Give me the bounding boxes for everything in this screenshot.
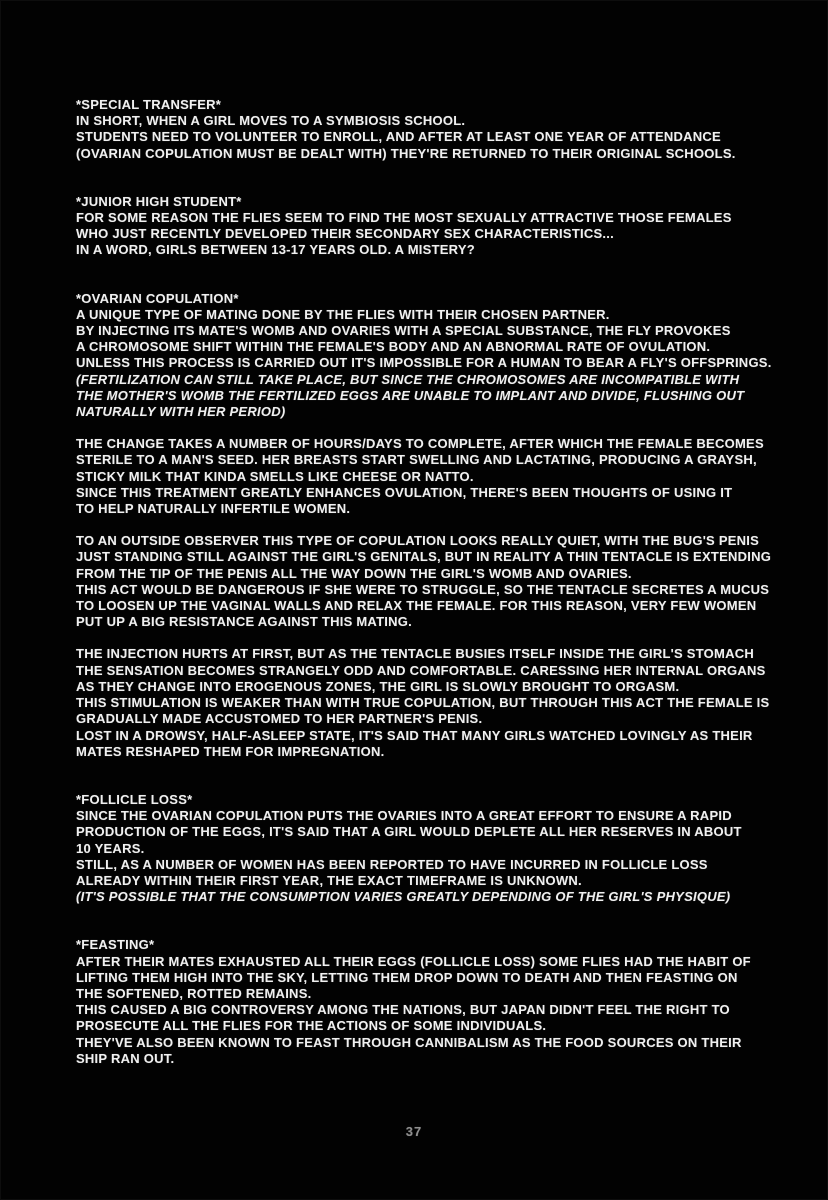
section-feasting xyxy=(76,937,788,1067)
text-line: PROSECUTE ALL THE FLIES FOR THE ACTIONS OF SOME INDIVIDUALS. xyxy=(76,1018,547,1034)
text-line: LIFTING THEM HIGH INTO THE SKY, LETTING THEM DROP DOWN TO DEATH AND THEN FEASTING ON xyxy=(76,969,738,985)
paragraph xyxy=(76,808,788,905)
text-line: LOST IN A DROWSY, HALF-ASLEEP STATE, IT'S SAID THAT MANY GIRLS WATCHED LOVINGLY AS THEIR xyxy=(76,727,753,743)
text-line: NATURALLY WITH HER PERIOD) xyxy=(76,404,286,420)
section-follicle-loss xyxy=(76,792,788,905)
section-junior-high-student xyxy=(76,194,788,259)
section-ovarian-copulation xyxy=(76,291,788,760)
text-line: SHIP RAN OUT. xyxy=(76,1050,175,1066)
section-heading: *SPECIAL TRANSFER* xyxy=(76,97,222,112)
text-line: UNLESS THIS PROCESS IS CARRIED OUT IT'S IMPOSSIBLE FOR A HUMAN TO BEAR A FLY'S OFFSPRINGS. xyxy=(76,355,772,371)
text-line: 10 YEARS. xyxy=(76,840,145,856)
paragraph xyxy=(76,954,788,1067)
text-line: (OVARIAN COPULATION MUST BE DEALT WITH) THEY'RE RETURNED TO THEIR ORIGINAL SCHOOLS. xyxy=(76,145,736,161)
text-line: THIS STIMULATION IS WEAKER THAN WITH TRUE COPULATION, BUT THROUGH THIS ACT THE FEMALE IS xyxy=(76,695,770,711)
text-line: (IT'S POSSIBLE THAT THE CONSUMPTION VARIES GREATLY DEPENDING OF THE GIRL'S PHYSIQUE) xyxy=(76,889,731,905)
text-line: (FERTILIZATION CAN STILL TAKE PLACE, BUT SINCE THE CHROMOSOMES ARE INCOMPATIBLE WITH xyxy=(76,371,740,387)
text-line: IN A WORD, GIRLS BETWEEN 13-17 YEARS OLD. A MISTERY? xyxy=(76,242,475,258)
paragraph xyxy=(76,533,788,630)
text-line: THEY'VE ALSO BEEN KNOWN TO FEAST THROUGH CANNIBALISM AS THE FOOD SOURCES ON THEIR xyxy=(76,1034,742,1050)
text-line: PUT UP A BIG RESISTANCE AGAINST THIS MATING. xyxy=(76,614,413,630)
text-line: THE CHANGE TAKES A NUMBER OF HOURS/DAYS TO COMPLETE, AFTER WHICH THE FEMALE BECOMES xyxy=(76,436,764,452)
text-line: THE INJECTION HURTS AT FIRST, BUT AS THE TENTACLE BUSIES ITSELF INSIDE THE GIRL'S STOMACH xyxy=(76,646,755,662)
text-line: GRADUALLY MADE ACCUSTOMED TO HER PARTNER'S PENIS. xyxy=(76,711,483,727)
text-line: TO HELP NATURALLY INFERTILE WOMEN. xyxy=(76,501,351,517)
text-line: SINCE THE OVARIAN COPULATION PUTS THE OVARIES INTO A GREAT EFFORT TO ENSURE A RAPID xyxy=(76,808,732,824)
text-line: TO LOOSEN UP THE VAGINAL WALLS AND RELAX THE FEMALE. FOR THIS REASON, VERY FEW WOMEN xyxy=(76,598,757,614)
paragraph xyxy=(76,646,788,759)
text-line: A UNIQUE TYPE OF MATING DONE BY THE FLIES WITH THEIR CHOSEN PARTNER. xyxy=(76,306,610,322)
text-line: A CHROMOSOME SHIFT WITHIN THE FEMALE'S BODY AND AN ABNORMAL RATE OF OVULATION. xyxy=(76,339,711,355)
text-line: STILL, AS A NUMBER OF WOMEN HAS BEEN REPORTED TO HAVE INCURRED IN FOLLICLE LOSS xyxy=(76,856,708,872)
section-heading: *JUNIOR HIGH STUDENT* xyxy=(76,193,242,209)
text-line: THIS CAUSED A BIG CONTROVERSY AMONG THE NATIONS, BUT JAPAN DIDN'T FEEL THE RIGHT TO xyxy=(76,1002,730,1018)
text-line: THE SENSATION BECOMES STRANGELY ODD AND COMFORTABLE. CARESSING HER INTERNAL ORGANS xyxy=(76,662,766,678)
text-line: WHO JUST RECENTLY DEVELOPED THEIR SECONDARY SEX CHARACTERISTICS... xyxy=(76,226,615,242)
paragraph xyxy=(76,210,788,259)
paragraph xyxy=(76,113,788,162)
text-line: STERILE TO A MAN'S SEED. HER BREASTS START SWELLING AND LACTATING, PRODUCING A GRAYSH, xyxy=(76,452,757,468)
text-line: STICKY MILK THAT KINDA SMELLS LIKE CHEESE OR NATTO. xyxy=(76,468,474,484)
text-line: IN SHORT, WHEN A GIRL MOVES TO A SYMBIOSIS SCHOOL. xyxy=(76,113,466,129)
section-heading: *FOLLICLE LOSS* xyxy=(76,791,193,807)
text-line: BY INJECTING ITS MATE'S WOMB AND OVARIES WITH A SPECIAL SUBSTANCE, THE FLY PROVOKES xyxy=(76,323,731,339)
section-heading: *OVARIAN COPULATION* xyxy=(76,290,239,306)
paragraph xyxy=(76,307,788,420)
text-line: THIS ACT WOULD BE DANGEROUS IF SHE WERE TO STRUGGLE, SO THE TENTACLE SECRETES A MUCUS xyxy=(76,581,770,597)
text-line: TO AN OUTSIDE OBSERVER THIS TYPE OF COPULATION LOOKS REALLY QUIET, WITH THE BUG'S PENIS xyxy=(76,533,760,549)
page-body xyxy=(76,97,788,1099)
text-line: MATES RESHAPED THEM FOR IMPREGNATION. xyxy=(76,743,385,759)
text-line: STUDENTS NEED TO VOLUNTEER TO ENROLL, AND AFTER AT LEAST ONE YEAR OF ATTENDANCE xyxy=(76,129,721,145)
text-line: PRODUCTION OF THE EGGS, IT'S SAID THAT A GIRL WOULD DEPLETE ALL HER RESERVES IN ABOUT xyxy=(76,824,742,840)
text-line: THE MOTHER'S WOMB THE FERTILIZED EGGS ARE UNABLE TO IMPLANT AND DIVIDE, FLUSHING OUT xyxy=(76,387,745,403)
text-line: SINCE THIS TREATMENT GREATLY ENHANCES OVULATION, THERE'S BEEN THOUGHTS OF USING IT xyxy=(76,484,733,500)
text-line: AS THEY CHANGE INTO EROGENOUS ZONES, THE GIRL IS SLOWLY BROUGHT TO ORGASM. xyxy=(76,678,680,694)
section-heading: *FEASTING* xyxy=(76,937,155,953)
text-line: JUST STANDING STILL AGAINST THE GIRL'S GENITALS, BUT IN REALITY A THIN TENTACLE IS EXTENDING xyxy=(76,549,772,565)
text-line: THE SOFTENED, ROTTED REMAINS. xyxy=(76,985,312,1001)
paragraph xyxy=(76,436,788,517)
text-line: FOR SOME REASON THE FLIES SEEM TO FIND THE MOST SEXUALLY ATTRACTIVE THOSE FEMALES xyxy=(76,210,732,226)
text-line: FROM THE TIP OF THE PENIS ALL THE WAY DOWN THE GIRL'S WOMB AND OVARIES. xyxy=(76,565,632,581)
text-line: AFTER THEIR MATES EXHAUSTED ALL THEIR EGGS (FOLLICLE LOSS) SOME FLIES HAD THE HABIT OF xyxy=(76,953,751,969)
text-line: ALREADY WITHIN THEIR FIRST YEAR, THE EXACT TIMEFRAME IS UNKNOWN. xyxy=(76,872,582,888)
section-special-transfer xyxy=(76,97,788,162)
page-number: 37 xyxy=(405,1124,423,1139)
